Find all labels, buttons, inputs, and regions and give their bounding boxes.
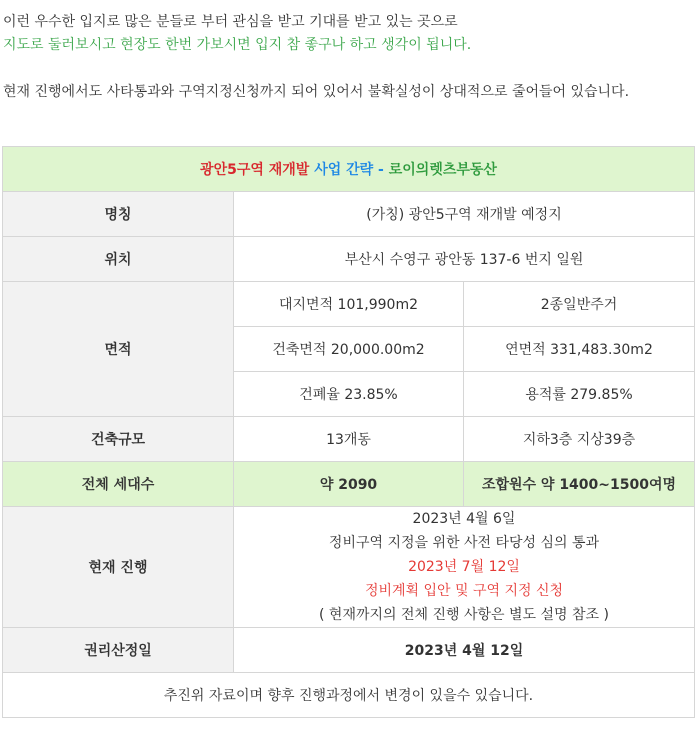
progress-note: ( 현재까지의 전체 진행 사항은 별도 설명 참조 ) — [319, 607, 609, 623]
buildings-count: 13개동 — [234, 417, 464, 462]
progress-date-1: 2023년 4월 6일 — [412, 511, 516, 527]
name-value: (가칭) 광안5구역 재개발 예정지 — [234, 192, 695, 237]
table-title — [3, 147, 695, 192]
coverage-ratio: 건폐율 23.85% — [234, 372, 464, 417]
land-area: 대지면적 101,990m2 — [234, 282, 464, 327]
location-value: 부산시 수영구 광안동 137-6 번지 일원 — [234, 237, 695, 282]
rights-date-label: 권리산정일 — [3, 628, 234, 673]
footnote: 추진위 자료이며 향후 진행과정에서 변경이 있을수 있습니다. — [3, 673, 695, 718]
title-brand: 로이의렛츠부동산 — [388, 162, 497, 178]
households-label: 전체 세대수 — [3, 462, 234, 507]
progress-step-2: 정비계획 입안 및 구역 지정 신청 — [364, 583, 564, 599]
title-middle: 사업 간략 - — [309, 162, 389, 178]
progress-label: 현재 진행 — [3, 507, 234, 628]
table-row — [3, 628, 695, 673]
table-row — [3, 507, 695, 628]
floor-area-ratio: 용적률 279.85% — [464, 372, 695, 417]
title-project-name: 광안5구역 재개발 — [200, 162, 310, 178]
intro-line-3: 현재 진행에서도 사타통과와 구역지정신청까지 되어 있어서 불확실성이 상대적으로 줄어들어 있습니다. — [3, 84, 630, 100]
project-summary-table — [2, 146, 695, 718]
progress-details — [234, 507, 695, 628]
floors: 지하3층 지상39층 — [464, 417, 695, 462]
intro-line-2: 지도로 둘러보시고 현장도 한번 가보시면 입지 참 좋구나 하고 생각이 됩니다. — [3, 37, 472, 53]
table-row — [3, 282, 695, 327]
intro-text — [3, 11, 693, 104]
households-value: 약 2090 — [234, 462, 464, 507]
table-row — [3, 192, 695, 237]
intro-line-1: 이런 우수한 입지로 많은 분들로 부터 관심을 받고 기대를 받고 있는 곳으로 — [3, 14, 458, 30]
scale-label: 건축규모 — [3, 417, 234, 462]
progress-date-2: 2023년 7월 12일 — [408, 559, 520, 575]
total-floor-area: 연면적 331,483.30m2 — [464, 327, 695, 372]
table-row — [3, 417, 695, 462]
rights-date-value: 2023년 4월 12일 — [234, 628, 695, 673]
members-value: 조합원수 약 1400~1500여명 — [464, 462, 695, 507]
table-row — [3, 462, 695, 507]
table-row — [3, 237, 695, 282]
location-label: 위치 — [3, 237, 234, 282]
zoning: 2종일반주거 — [464, 282, 695, 327]
progress-step-1: 정비구역 지정을 위한 사전 타당성 심의 통과 — [328, 535, 600, 551]
area-label: 면적 — [3, 282, 234, 417]
name-label: 명칭 — [3, 192, 234, 237]
building-area: 건축면적 20,000.00m2 — [234, 327, 464, 372]
